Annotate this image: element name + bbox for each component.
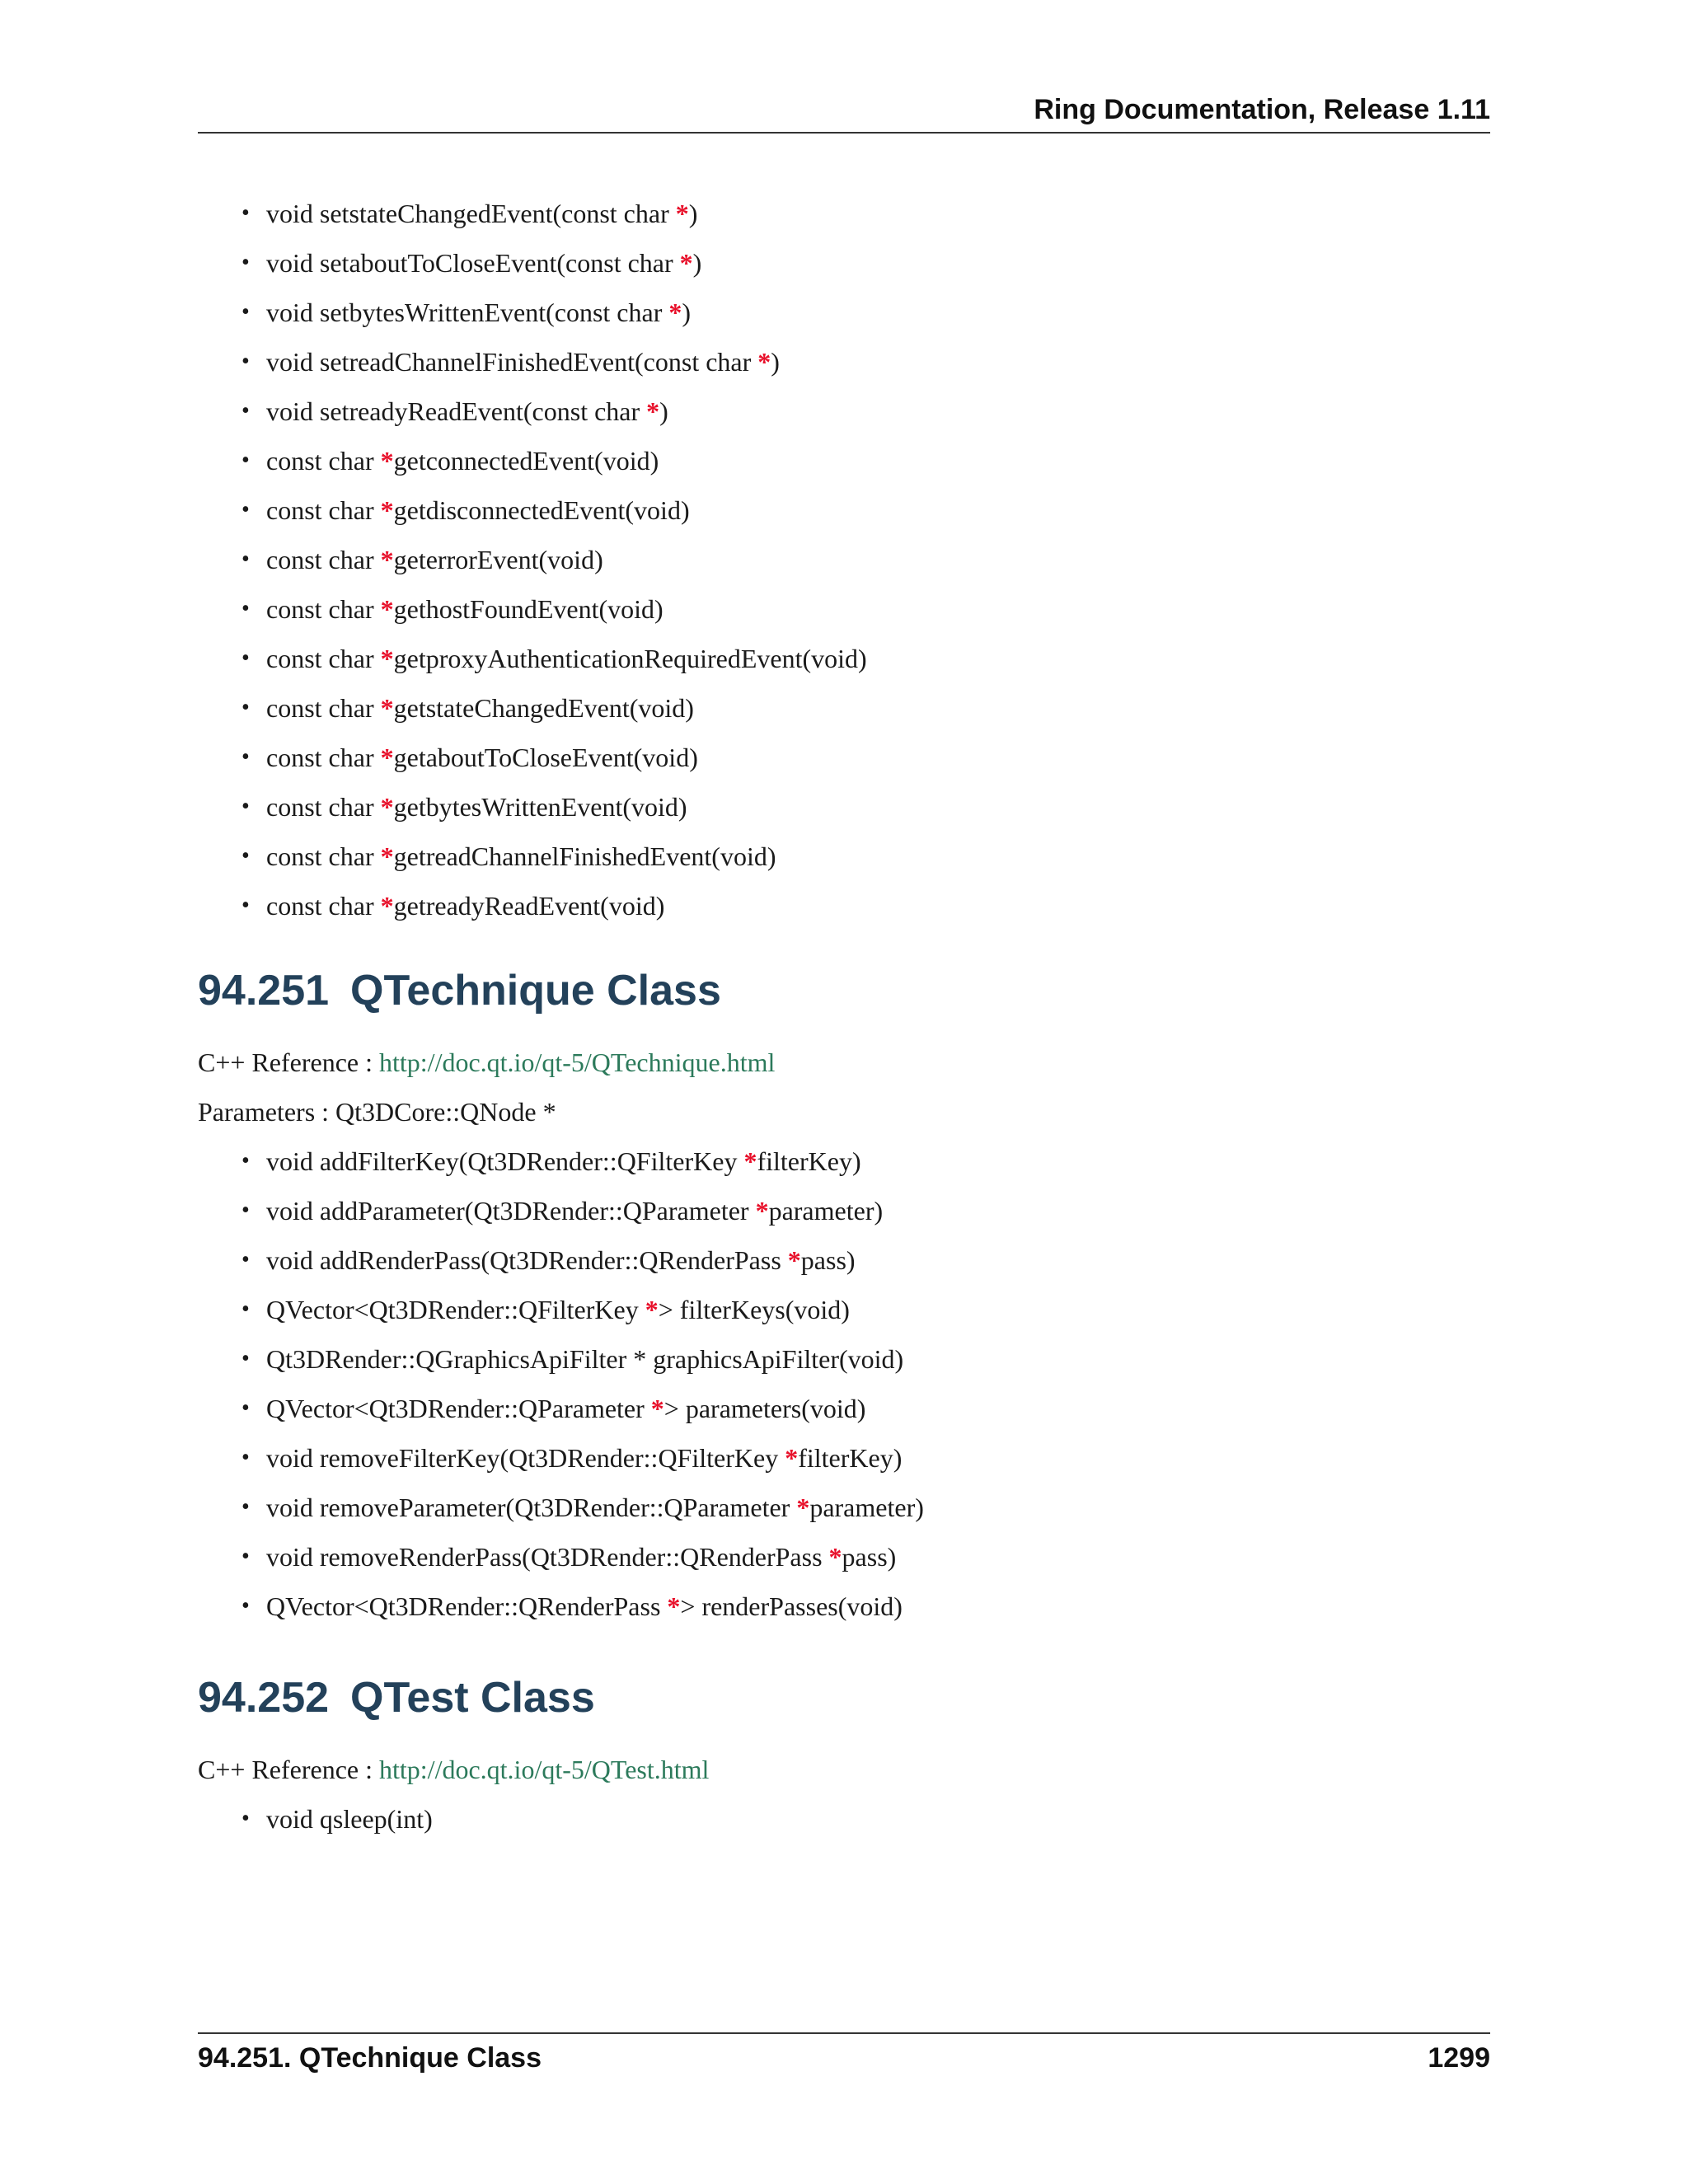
item-text: void addParameter(Qt3DRender::QParameter (266, 1196, 756, 1226)
item-text: const char (266, 545, 381, 574)
section-title: QTest Class (350, 1674, 595, 1722)
pointer-star: * (380, 841, 394, 871)
item-text: void addRenderPass(Qt3DRender::QRenderPass (266, 1245, 788, 1275)
bullet-icon: • (241, 1395, 250, 1421)
item-text-suffix: getbytesWrittenEvent(void) (393, 792, 687, 822)
item-text-suffix: geterrorEvent(void) (393, 545, 603, 574)
page-content (198, 196, 1490, 1836)
item-text: void setreadyReadEvent(const char (266, 396, 647, 426)
bullet-icon: • (241, 1197, 250, 1223)
pointer-star: * (646, 396, 660, 426)
item-text: const char (266, 891, 381, 921)
qtechnique-method-list (198, 1144, 1490, 1624)
item-text-suffix: getconnectedEvent(void) (393, 446, 659, 476)
bullet-icon: • (241, 1445, 250, 1470)
list-item (241, 1490, 1490, 1525)
pointer-star: * (828, 1542, 842, 1572)
item-text: void removeFilterKey(Qt3DRender::QFilterKey (266, 1443, 785, 1473)
item-text: Qt3DRender::QGraphicsApiFilter * graphicsApiFilter(void) (266, 1344, 904, 1374)
list-item (241, 888, 1490, 923)
bullet-icon: • (241, 497, 250, 523)
item-text-suffix: parameter) (768, 1196, 884, 1226)
pointer-star: * (380, 446, 394, 476)
list-item (241, 542, 1490, 577)
section-number: 94.251 (198, 967, 330, 1015)
list-item (241, 641, 1490, 676)
item-text-suffix: getreadyReadEvent(void) (393, 891, 665, 921)
item-text-suffix: > parameters(void) (663, 1394, 866, 1423)
list-item (241, 1193, 1490, 1228)
cpp-reference (198, 1045, 1490, 1080)
bullet-icon: • (241, 1806, 250, 1831)
bullet-icon: • (241, 1148, 250, 1174)
bullet-icon: • (241, 645, 250, 671)
bullet-icon: • (241, 744, 250, 770)
list-item (241, 1292, 1490, 1327)
item-text-suffix: ) (682, 298, 691, 327)
pointer-star: * (755, 1196, 769, 1226)
pointer-star: * (380, 594, 394, 624)
list-item (241, 592, 1490, 626)
bullet-icon: • (241, 794, 250, 819)
bullet-icon: • (241, 1593, 250, 1619)
pointer-star: * (380, 693, 394, 723)
list-item (241, 839, 1490, 874)
cpp-reference (198, 1752, 1490, 1787)
list-item (241, 1540, 1490, 1574)
item-text-suffix: filterKey) (798, 1443, 903, 1473)
pointer-star: * (743, 1146, 757, 1176)
item-text: QVector<Qt3DRender::QFilterKey (266, 1295, 645, 1324)
pointer-star: * (668, 298, 682, 327)
document-title: Ring Documentation, Release 1.11 (1034, 94, 1490, 125)
bullet-icon: • (241, 1544, 250, 1569)
bullet-icon: • (241, 1346, 250, 1371)
list-item (241, 443, 1490, 478)
list-item (241, 1441, 1490, 1475)
list-item (241, 1144, 1490, 1179)
item-text-suffix: ) (771, 347, 780, 377)
item-text: const char (266, 446, 381, 476)
pointer-star: * (796, 1493, 810, 1522)
bullet-icon: • (241, 843, 250, 869)
list-item (241, 493, 1490, 527)
list-item (241, 1802, 1490, 1836)
item-text-suffix: parameter) (809, 1493, 924, 1522)
item-text: void setbytesWrittenEvent(const char (266, 298, 669, 327)
item-text-suffix: ) (659, 396, 668, 426)
list-item (241, 1342, 1490, 1376)
parameters-line: Parameters : Qt3DCore::QNode * (198, 1097, 556, 1127)
item-text: void removeParameter(Qt3DRender::QParameter (266, 1493, 797, 1522)
pointer-star: * (667, 1591, 681, 1621)
item-text-suffix: filterKey) (757, 1146, 861, 1176)
bullet-icon: • (241, 398, 250, 424)
item-text-suffix: getreadChannelFinishedEvent(void) (393, 841, 776, 871)
cpp-reference-link[interactable]: http://doc.qt.io/qt-5/QTest.html (379, 1755, 710, 1784)
bullet-icon: • (241, 893, 250, 918)
item-text-suffix: getdisconnectedEvent(void) (393, 495, 690, 525)
item-text: void setstateChangedEvent(const char (266, 199, 676, 228)
bullet-icon: • (241, 250, 250, 275)
pointer-star: * (380, 495, 394, 525)
item-text: const char (266, 743, 381, 772)
cpp-reference-label: C++ Reference : (198, 1047, 379, 1077)
footer-section-title: 94.251. QTechnique Class (198, 2042, 542, 2074)
item-text-suffix: getaboutToCloseEvent(void) (393, 743, 698, 772)
page-footer (198, 2032, 1490, 2083)
bullet-icon: • (241, 1296, 250, 1322)
pointer-star: * (675, 199, 689, 228)
item-text: const char (266, 693, 381, 723)
item-text-suffix: pass) (842, 1542, 897, 1572)
bullet-icon: • (241, 349, 250, 374)
item-text: const char (266, 495, 381, 525)
section-heading-qtechnique (198, 966, 1490, 1015)
bullet-icon: • (241, 695, 250, 720)
item-text: QVector<Qt3DRender::QParameter (266, 1394, 651, 1423)
item-text-suffix: getproxyAuthenticationRequiredEvent(void) (393, 644, 867, 673)
item-text: const char (266, 841, 381, 871)
item-text-suffix: > renderPasses(void) (680, 1591, 903, 1621)
item-text-suffix: pass) (800, 1245, 856, 1275)
item-text: QVector<Qt3DRender::QRenderPass (266, 1591, 668, 1621)
pointer-star: * (757, 347, 771, 377)
item-text: void setaboutToCloseEvent(const char (266, 248, 680, 278)
section-heading-qtest (198, 1673, 1490, 1722)
bullet-icon: • (241, 448, 250, 473)
item-text: void qsleep(int) (266, 1804, 433, 1834)
pointer-star: * (787, 1245, 801, 1275)
pointer-star: * (645, 1295, 659, 1324)
item-text: const char (266, 594, 381, 624)
list-item (241, 246, 1490, 280)
section-title: QTechnique Class (350, 967, 721, 1015)
bullet-icon: • (241, 200, 250, 226)
bullet-icon: • (241, 299, 250, 325)
bullet-icon: • (241, 1494, 250, 1520)
bullet-icon: • (241, 596, 250, 621)
item-text-suffix: ) (692, 248, 702, 278)
list-item (241, 790, 1490, 824)
pointer-star: * (380, 891, 394, 921)
item-text: void addFilterKey(Qt3DRender::QFilterKey (266, 1146, 744, 1176)
item-text-suffix: > filterKeys(void) (658, 1295, 850, 1324)
pointer-star: * (380, 644, 394, 673)
list-item (241, 344, 1490, 379)
page-header (198, 91, 1490, 134)
list-item (241, 1391, 1490, 1426)
item-text-suffix: getstateChangedEvent(void) (393, 693, 694, 723)
cpp-reference-link[interactable]: http://doc.qt.io/qt-5/QTechnique.html (379, 1047, 776, 1077)
intro-method-list (198, 196, 1490, 923)
list-item (241, 1243, 1490, 1277)
list-item (241, 394, 1490, 429)
item-text: const char (266, 792, 381, 822)
item-text: void removeRenderPass(Qt3DRender::QRenderPass (266, 1542, 829, 1572)
item-text: const char (266, 644, 381, 673)
bullet-icon: • (241, 546, 250, 572)
list-item (241, 1589, 1490, 1624)
pointer-star: * (785, 1443, 799, 1473)
item-text-suffix: ) (688, 199, 698, 228)
list-item (241, 295, 1490, 330)
list-item (241, 691, 1490, 725)
section-number: 94.252 (198, 1674, 330, 1722)
pointer-star: * (380, 545, 394, 574)
bullet-icon: • (241, 1247, 250, 1272)
pointer-star: * (650, 1394, 664, 1423)
cpp-reference-label: C++ Reference : (198, 1755, 379, 1784)
list-item (241, 196, 1490, 231)
page-number: 1299 (1428, 2042, 1490, 2074)
pointer-star: * (679, 248, 693, 278)
item-text-suffix: gethostFoundEvent(void) (393, 594, 663, 624)
pointer-star: * (380, 792, 394, 822)
item-text: void setreadChannelFinishedEvent(const char (266, 347, 758, 377)
list-item (241, 740, 1490, 775)
qtest-method-list (198, 1802, 1490, 1836)
pointer-star: * (380, 743, 394, 772)
